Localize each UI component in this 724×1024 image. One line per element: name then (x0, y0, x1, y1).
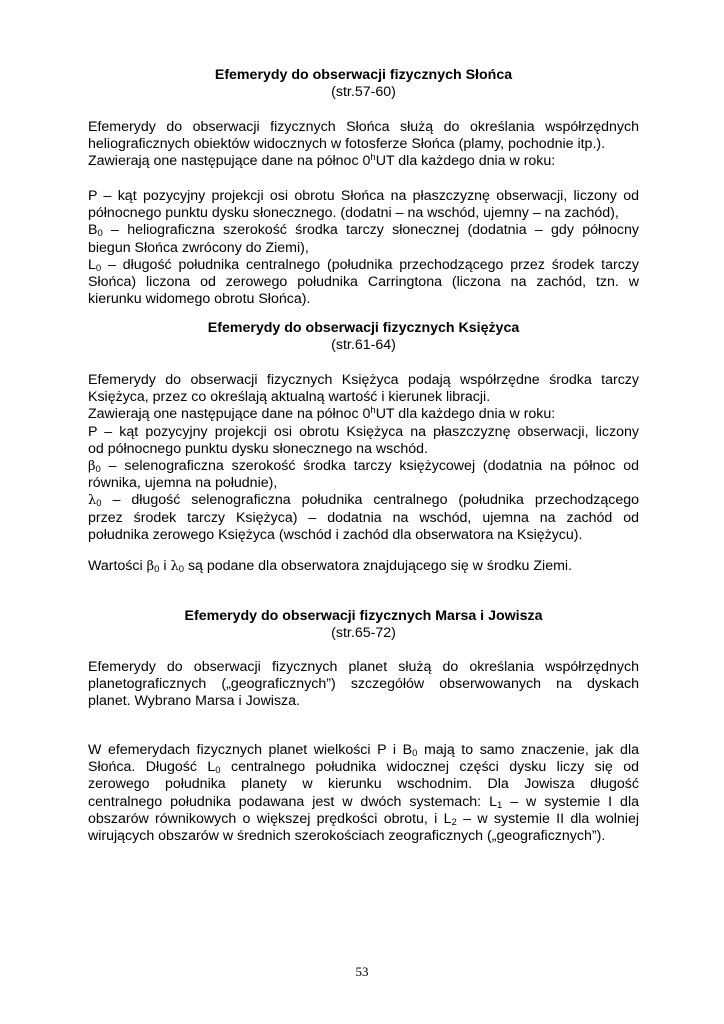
planets-title: Efemerydy do obserwacji fizycznych Marsa i Jowisza (184, 608, 543, 624)
planets-intro-line-1: Efemerydy do obserwacji fizycznych planet służą do określania współrzędnych (88, 659, 639, 675)
moon-beta-line-1: $\beta_0$ – selenograficzna szerokość środka tarczy księżycowej (dodatnia na północ od (88, 458, 639, 476)
planets-intro (88, 659, 639, 711)
sun-intro-line-1: Efemerydy do obserwacji fizycznych Słońca służą do określania współrzędnych (88, 119, 639, 135)
planets-details (88, 742, 639, 845)
sun-intro-line-2: heliograficznych obiektów widocznych w fotosferze Słońca (plamy, pochodnie itp.). (88, 136, 606, 153)
planets-section (88, 608, 639, 642)
sun-l0-line-2: Słońca) liczona od zerowego południka Carringtona (liczona na zachód, tzn. w (88, 274, 639, 291)
sun-l0-line-1: $L_0$ – długość południka centralnego (południka przechodzącego przez środek tarczy (88, 256, 639, 274)
sun-p-line-1: P – kąt pozycyjny projekcji osi obrotu Słońca na płaszczyznę obserwacji, liczony od (88, 188, 639, 204)
planets-intro-line-3: planet. Wybrano Marsa i Jowisza. (88, 693, 300, 710)
sun-intro-line-3: Zawierają one następujące dane na północ 0$^h$UT dla każdego dnia w roku: (88, 152, 556, 170)
sun-intro (88, 119, 639, 171)
planets-detail-line-2: Słońca. Długość $L_0$ centralnego południka widocznej części dysku liczy się od (88, 759, 639, 777)
moon-note-line: Wartości $\beta_0$ i $\lambda_0$ są podane dla obserwatora znajdującego się w środku Ziemi. (88, 558, 573, 575)
planets-detail-line-4: centralnego południka podawana jest w dwóch systemach: $L_1$ – w systemie I dla (88, 793, 639, 811)
moon-body (88, 372, 639, 544)
sun-definitions (88, 188, 639, 308)
page-number: 53 (355, 964, 369, 979)
planets-intro-line-2: planetograficznych („geograficznych”) szczegółów obserwowanych na dyskach (88, 676, 639, 693)
planets-pages: (str.65-72) (331, 625, 396, 642)
moon-p-line-2: od północnego punktu dysku słonecznego na wschód. (88, 440, 428, 457)
moon-section (88, 320, 639, 354)
planets-detail-line-5: obszarów równikowych o większej prędkości obrotu, i $L_2$ – w systemie II dla wolniej (88, 810, 639, 828)
moon-lambda-line-1: $\lambda_0$ – długość selenograficzna południka centralnego (południka przechodzącego (88, 492, 639, 510)
sun-section (88, 67, 639, 101)
moon-pages: (str.61-64) (331, 337, 396, 354)
sun-p-line-2: północnego punktu dysku słonecznego. (dodatni – na wschód, ujemny – na zachód), (88, 205, 619, 222)
moon-beta-line-2: równika, ujemna na południe), (88, 475, 278, 492)
moon-data-head: Zawierają one następujące dane na północ 0$^h$UT dla każdego dnia w roku: (88, 405, 556, 423)
sun-b0-line-2: biegun Słońca zwrócony do Ziemi), (88, 239, 309, 256)
sun-title: Efemerydy do obserwacji fizycznych Słońca (214, 67, 513, 83)
sun-b0-line-1: $B_0$ – heliograficzna szerokość środka tarczy słonecznej (dodatnia – gdy północny (88, 222, 639, 240)
moon-intro-line-2: Księżyca, przez co określają aktualną wartość i kierunek libracji. (88, 389, 491, 406)
planets-detail-line-3: zerowego południka planety w kierunku wschodnim. Dla Jowisza długość (88, 776, 639, 793)
sun-pages: (str.57-60) (331, 84, 396, 101)
moon-note (88, 558, 639, 575)
moon-lambda-line-3: południka zerowego Księżyca (wschód i zachód dla obserwatora na Księżycu). (88, 526, 583, 543)
moon-intro-line-1: Efemerydy do obserwacji fizycznych Księżyca podają współrzędne środka tarczy (88, 372, 639, 388)
moon-title: Efemerydy do obserwacji fizycznych Księżyca (207, 320, 520, 336)
moon-lambda-line-2: przez środek tarczy Księżyca) – dodatnia na wschód, ujemna na zachód od (88, 509, 639, 526)
planets-detail-line-6: wirujących obszarów w średnich szerokościach zeograficznych („geograficznych”). (88, 828, 606, 845)
moon-p-line-1: P – kąt pozycyjny projekcji osi obrotu Księżyca na płaszczyznę obserwacji, liczony (88, 423, 639, 440)
sun-l0-line-3: kierunku widomego obrotu Słońca). (88, 291, 311, 308)
planets-detail-line-1: W efemerydach fizycznych planet wielkości P i $B_0$ mają to samo znaczenie, jak dla (88, 742, 639, 759)
